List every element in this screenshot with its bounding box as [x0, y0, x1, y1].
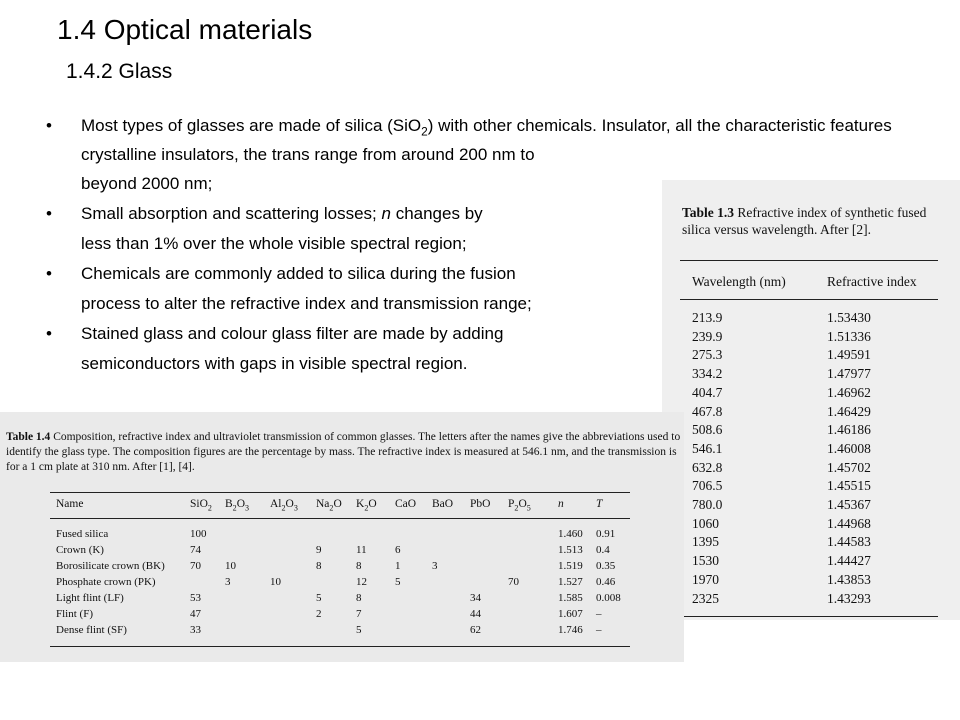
- table-1-4-header: CaO: [395, 498, 417, 510]
- table-1-3-cell-wavelength: 780.0: [692, 497, 723, 512]
- table-1-4-cell: 53: [190, 592, 201, 604]
- table-1-3-cell-index: 1.43293: [827, 590, 871, 606]
- table-1-4-cell: 1.746: [558, 624, 583, 636]
- table-1-3-cell-wavelength: 404.7: [692, 384, 723, 400]
- table-1-4-row-name: Fused silica: [56, 528, 109, 540]
- table-1-4-header: $Al_2O_3$: [270, 498, 298, 513]
- table-1-4-cell: 1.519: [558, 560, 583, 572]
- table-rule: [50, 646, 630, 647]
- table-1-4-cell: 1.585: [558, 592, 583, 604]
- table-1-3-cell-index: 1.45367: [827, 497, 871, 512]
- table-1-4-caption: Table 1.4 Composition, refractive index and ultraviolet transmission of common glasses. The letters after the names give the abbreviations used to identify the glass type. The composition figures are the percentage by mass. The refractive index is measured at 546.1 nm, and the transmission is for a 1 cm plate at 310 nm. After [1], [4].: [6, 431, 681, 473]
- table-1-3-cell-index: 1.46186: [827, 422, 871, 438]
- table-1-4-cell: –: [596, 624, 602, 636]
- table-1-3-cell-index: 1.47977: [827, 366, 871, 382]
- table-1-4-cell: 1.527: [558, 576, 583, 588]
- slide-subtitle: 1.4.2 Glass: [66, 60, 173, 83]
- table-1-4-cell: 1.460: [558, 528, 583, 540]
- table-1-4-cell: 12: [356, 576, 367, 588]
- table-1-3-cell-index: 1.43853: [827, 571, 871, 587]
- table-1-4-cell: 1: [395, 560, 401, 572]
- table-1-4-cell: 74: [190, 544, 201, 556]
- table-1-3-cell-wavelength: 632.8: [692, 459, 723, 475]
- bullet-text: Stained glass and colour glass filter are made by adding: [81, 324, 504, 344]
- table-1-4-header: $B_2O_3$: [225, 498, 250, 513]
- table-1-3-header-wavelength: Wavelength (nm): [692, 274, 786, 289]
- table-1-3-cell-wavelength: 508.6: [692, 422, 723, 438]
- table-1-4-header: n: [558, 498, 564, 510]
- table-1-4-cell: 0.35: [596, 560, 616, 572]
- table-1-4-cell: 2: [316, 608, 322, 620]
- table-1-3-cell-wavelength: 1060: [692, 515, 719, 531]
- table-1-4-cell: 0.46: [596, 576, 616, 588]
- table-1-4-cell: 7: [356, 608, 362, 620]
- table-1-4-row-name: Borosilicate crown (BK): [56, 560, 165, 572]
- table-1-3-cell-index: 1.49591: [827, 347, 871, 363]
- bullet-text: changes by: [390, 204, 483, 224]
- bullet-icon: •: [46, 264, 52, 284]
- table-1-4-cell: 8: [316, 560, 322, 572]
- table-1-3-cell-wavelength: 239.9: [692, 328, 723, 344]
- table-1-3-header-index: Refractive index: [827, 274, 917, 289]
- bullet-icon: •: [46, 116, 52, 135]
- table-1-4-cell: 3: [432, 560, 438, 572]
- table-1-4-cell: 1.607: [558, 608, 583, 620]
- table-1-4-cell: 0.4: [596, 544, 610, 556]
- table-1-4-cell: 8: [356, 592, 362, 604]
- table-1-4-cell: 70: [508, 576, 519, 588]
- table-1-3-cell-index: 1.44583: [827, 534, 871, 550]
- slide-title: 1.4 Optical materials: [57, 14, 313, 45]
- table-1-3-image: [662, 180, 960, 620]
- table-1-4-cell: –: [596, 608, 602, 620]
- table-1-4-cell: 11: [356, 544, 367, 556]
- table-1-3-cell-wavelength: 467.8: [692, 403, 723, 419]
- table-1-4-header: $K_2O$: [356, 498, 377, 513]
- table-1-4-cell: 1.513: [558, 544, 583, 556]
- table-1-4-row-name: Flint (F): [56, 608, 93, 620]
- bullet-text: Small absorption and scattering losses;: [81, 204, 382, 224]
- table-1-3-cell-wavelength: 546.1: [692, 440, 723, 456]
- table-1-4-header: SiO$_2$: [190, 498, 212, 513]
- table-1-4-header: BaO: [432, 498, 454, 510]
- table-1-4-cell: 62: [470, 624, 481, 636]
- table-1-3-cell-wavelength: 706.5: [692, 478, 723, 494]
- bullet-continuation: semiconductors with gaps in visible spectral region.: [81, 354, 468, 374]
- table-rule: [50, 518, 630, 519]
- table-1-3-cell-index: 1.44968: [827, 515, 871, 531]
- table-1-3-cell-index: 1.45702: [827, 459, 871, 475]
- table-1-3-cell-wavelength: 1530: [692, 553, 719, 569]
- table-rule: [50, 492, 630, 493]
- table-1-4-row-name: Crown (K): [56, 544, 104, 556]
- bullet-continuation: process to alter the refractive index and transmission range;: [81, 294, 532, 314]
- table-1-3-cell-index: 1.46008: [827, 440, 871, 456]
- table-1-3-caption: Table 1.3 Refractive index of synthetic fused silica versus wavelength. After [2].: [682, 205, 927, 237]
- table-rule: [680, 260, 938, 261]
- bullet-text: Chemicals are commonly added to silica during the fusion: [81, 264, 516, 284]
- table-1-4-cell: 70: [190, 560, 201, 572]
- table-1-4-cell: 10: [225, 560, 236, 572]
- table-1-4-cell: 10: [270, 576, 281, 588]
- table-1-4-cell: 6: [395, 544, 401, 556]
- table-1-3-cell-index: 1.51336: [827, 328, 871, 344]
- table-1-4-cell: 8: [356, 560, 362, 572]
- table-1-4-cell: 3: [225, 576, 231, 588]
- table-1-4-row-name: Light flint (LF): [56, 592, 124, 604]
- table-1-4-header: $P_2O_5$: [508, 498, 531, 513]
- table-1-4-cell: 44: [470, 608, 481, 620]
- bullet-icon: •: [46, 324, 52, 344]
- table-1-3-cell-index: 1.45515: [827, 478, 871, 494]
- bullet-subscript: 2: [421, 124, 428, 139]
- table-1-3-cell-wavelength: 2325: [692, 590, 719, 606]
- table-1-4-cell: 47: [190, 608, 201, 620]
- table-rule: [680, 299, 938, 300]
- bullet-text: Most types of glasses are made of silica (SiO: [81, 116, 422, 135]
- table-1-4-cell: 34: [470, 592, 481, 604]
- table-1-4-cell: 5: [316, 592, 322, 604]
- bullet-icon: •: [46, 204, 52, 224]
- table-1-3-cell-index: 1.53430: [827, 310, 871, 325]
- table-1-3-cell-wavelength: 275.3: [692, 347, 723, 363]
- bullet-continuation: beyond 2000 nm;: [81, 174, 213, 194]
- table-1-3-cell-wavelength: 213.9: [692, 310, 723, 325]
- table-1-4-cell: 9: [316, 544, 322, 556]
- table-1-4-header: Name: [56, 498, 84, 510]
- table-1-4-header: T: [596, 498, 603, 510]
- bullet-continuation: less than 1% over the whole visible spectral region;: [81, 234, 467, 254]
- table-1-4-cell: 33: [190, 624, 201, 636]
- table-1-3-cell-wavelength: 334.2: [692, 366, 723, 382]
- table-1-3-cell-index: 1.46429: [827, 403, 871, 419]
- bullet-text: ) with other chemicals. Insulator, all the characteristic features crystalline insulators, the trans range from around 200 nm to: [81, 116, 892, 165]
- table-1-4-cell: 5: [395, 576, 401, 588]
- table-1-4-cell: 0.91: [596, 528, 616, 540]
- table-1-4-header: $Na_2O$: [316, 498, 342, 513]
- bullet-symbol-n: n: [381, 204, 391, 224]
- table-1-4-image: [0, 412, 684, 662]
- table-rule: [680, 616, 938, 617]
- table-1-3-cell-wavelength: 1395: [692, 534, 719, 550]
- table-1-4-cell: 100: [190, 528, 207, 540]
- table-1-3-cell-index: 1.44427: [827, 553, 871, 569]
- table-1-3-cell-wavelength: 1970: [692, 571, 719, 587]
- table-1-4-row-name: Dense flint (SF): [56, 624, 127, 636]
- table-1-4-cell: 5: [356, 624, 362, 636]
- table-1-4-cell: 0.008: [596, 592, 621, 604]
- table-1-4-header: PbO: [470, 498, 491, 510]
- table-1-4-row-name: Phosphate crown (PK): [56, 576, 156, 588]
- table-1-3-cell-index: 1.46962: [827, 384, 871, 400]
